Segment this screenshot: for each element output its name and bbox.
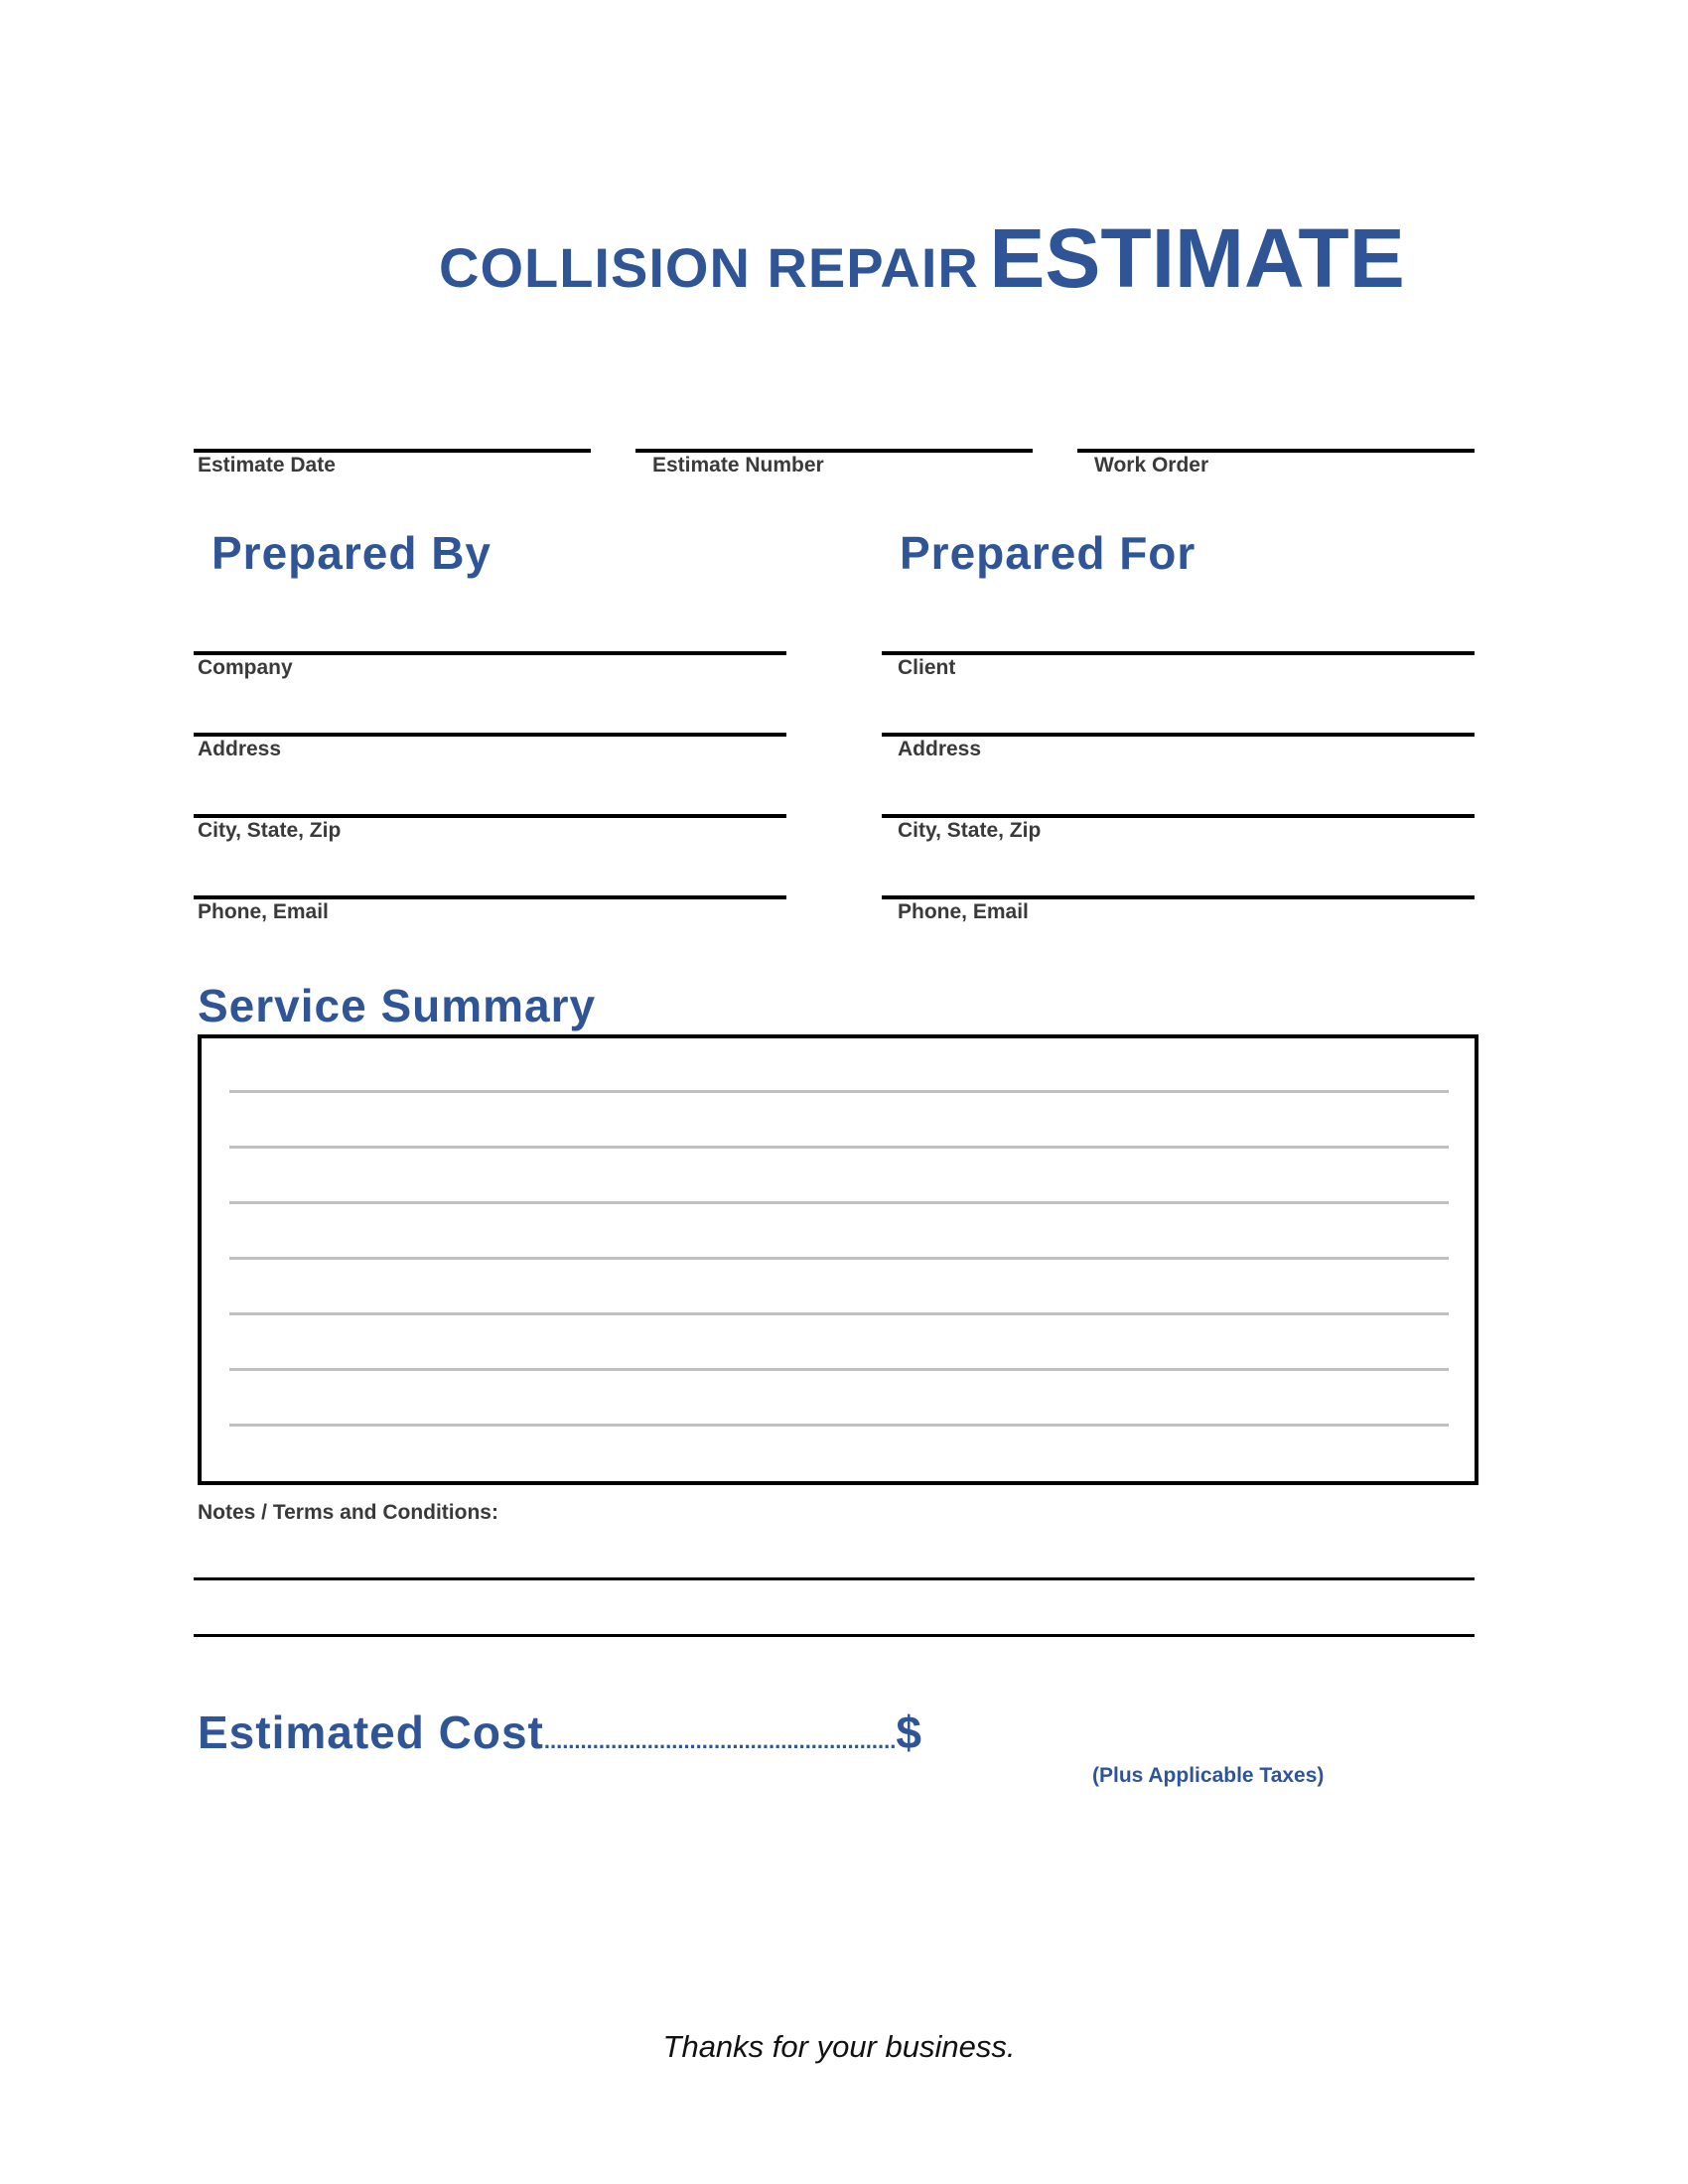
cost-leader-dots: .......................................................... — [543, 1728, 897, 1753]
summary-line — [229, 1368, 1449, 1371]
by-address-field[interactable] — [194, 733, 786, 737]
notes-label: Notes / Terms and Conditions: — [198, 1501, 498, 1524]
prepared-by-heading: Prepared By — [211, 527, 492, 579]
service-summary-box[interactable] — [198, 1034, 1478, 1485]
summary-line — [229, 1146, 1449, 1149]
client-field[interactable] — [882, 651, 1475, 655]
company-label: Company — [198, 656, 293, 679]
notes-line-1[interactable] — [194, 1577, 1475, 1580]
estimate-number-field[interactable] — [635, 449, 1033, 453]
estimated-cost-label: Estimated Cost — [198, 1706, 544, 1758]
for-city-state-zip-field[interactable] — [882, 814, 1475, 818]
summary-line — [229, 1424, 1449, 1427]
service-summary-heading: Service Summary — [198, 980, 597, 1031]
estimate-number-label: Estimate Number — [652, 454, 824, 477]
estimate-date-label: Estimate Date — [198, 454, 336, 477]
for-city-state-zip-label: City, State, Zip — [898, 819, 1042, 842]
estimate-date-field[interactable] — [194, 449, 591, 453]
company-field[interactable] — [194, 651, 786, 655]
client-label: Client — [898, 656, 956, 679]
summary-line — [229, 1090, 1449, 1093]
work-order-label: Work Order — [1094, 454, 1209, 477]
thanks-message: Thanks for your business. — [662, 2029, 1016, 2064]
by-address-label: Address — [198, 738, 282, 760]
for-address-field[interactable] — [882, 733, 1475, 737]
title-prefix: COLLISION REPAIR — [439, 236, 979, 299]
for-phone-email-field[interactable] — [882, 895, 1475, 899]
estimated-cost-row — [198, 1706, 921, 1759]
for-address-label: Address — [898, 738, 982, 760]
work-order-field[interactable] — [1077, 449, 1475, 453]
notes-line-2[interactable] — [194, 1634, 1475, 1637]
currency-symbol[interactable]: $ — [896, 1706, 921, 1758]
by-city-state-zip-field[interactable] — [194, 814, 786, 818]
summary-line — [229, 1312, 1449, 1315]
prepared-for-heading: Prepared For — [900, 527, 1196, 579]
taxes-note: (Plus Applicable Taxes) — [1092, 1764, 1325, 1787]
by-phone-email-field[interactable] — [194, 895, 786, 899]
by-city-state-zip-label: City, State, Zip — [198, 819, 342, 842]
by-phone-email-label: Phone, Email — [198, 900, 329, 923]
for-phone-email-label: Phone, Email — [898, 900, 1029, 923]
document-title — [439, 210, 1405, 307]
summary-line — [229, 1201, 1449, 1204]
summary-line — [229, 1257, 1449, 1260]
title-main: ESTIMATE — [989, 211, 1405, 305]
